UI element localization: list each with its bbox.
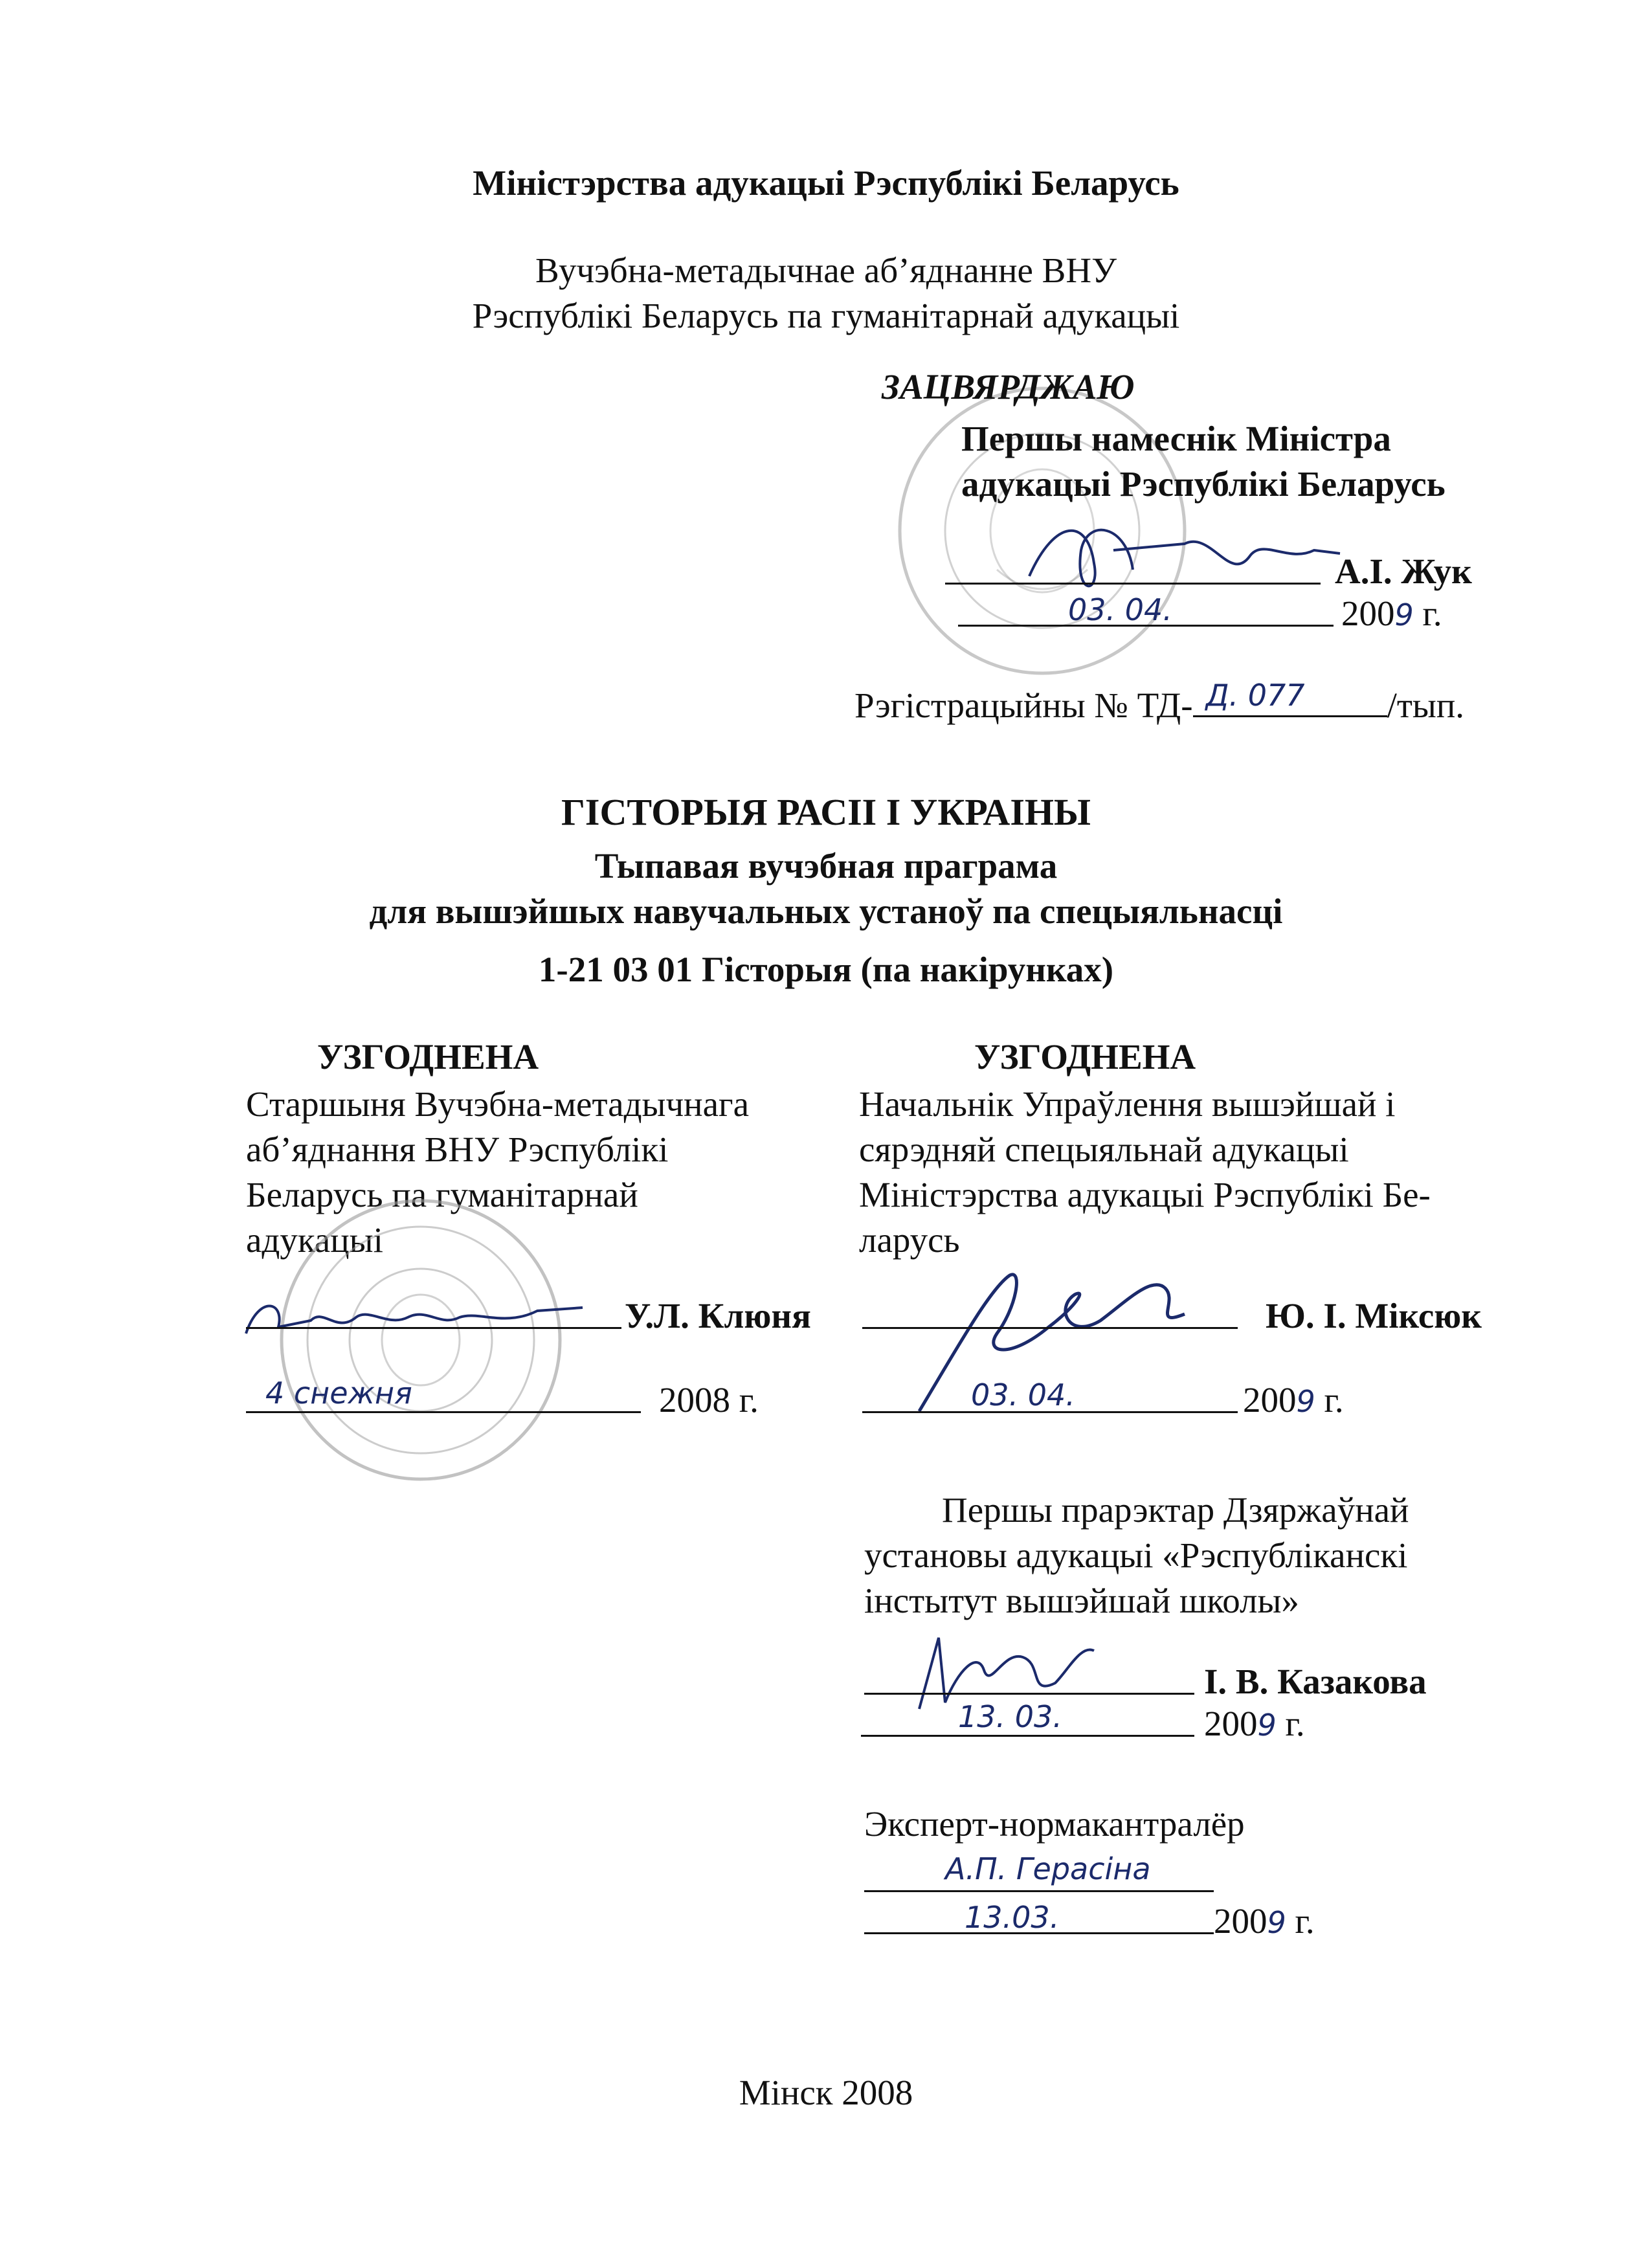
agreed-left-date-handwritten: 4 снежня (265, 1376, 412, 1411)
expert-date-handwritten: 13.03. (965, 1900, 1060, 1935)
registration-number: Рэгістрацыйны № ТД- Д. 077 /тып. (854, 678, 1465, 725)
agreed-right-signature-line (862, 1295, 1238, 1339)
agreed-left-name: У.Л. Клюня (625, 1296, 811, 1335)
registration-handwritten: Д. 077 (1205, 678, 1305, 713)
agreed-right-line-3: Міністэрства адукацыі Рэспублікі Бе- (859, 1175, 1431, 1214)
agreed-left-year: 2008 г. (659, 1380, 759, 1420)
place-and-year: Мінск 2008 (739, 2073, 913, 2112)
approve-name: А.І. Жук (1335, 552, 1472, 591)
expert-year: 2009 г. (1214, 1901, 1315, 1941)
approve-year: 2009 г. (1341, 594, 1442, 633)
association-line-2: Рэспублікі Беларусь па гуманітарнай адукацыі (472, 296, 1180, 335)
rector-line-3: інстытут вышэйшай школы» (864, 1581, 1299, 1620)
agreed-left-heading: УЗГОДНЕНА (317, 1037, 539, 1077)
expert-signature-handwritten: А.П. Герасіна (945, 1851, 1151, 1886)
expert-title: Эксперт-нормакантралёр (864, 1804, 1245, 1844)
agreed-right-line-4: ларусь (859, 1220, 960, 1260)
rector-year: 2009 г. (1204, 1704, 1305, 1743)
document-title: ГІСТОРЫЯ РАСІІ І УКРАІНЫ (561, 791, 1091, 833)
agreed-right-year: 2009 г. (1243, 1380, 1344, 1420)
agreed-left-signature-line (246, 1295, 621, 1339)
rector-line-2: установы адукацыі «Рэспубліканскі (864, 1535, 1408, 1575)
agreed-left-line-1: Старшыня Вучэбна-метадычнага (246, 1084, 749, 1124)
document-subtitle-1: Тыпавая вучэбная праграма (594, 846, 1058, 886)
approve-position-line-2: адукацыі Рэспублікі Беларусь (961, 464, 1446, 504)
rector-date-handwritten: 13. 03. (958, 1699, 1062, 1734)
agreed-left-line-4: адукацыі (246, 1220, 383, 1260)
approve-heading: ЗАЦВЯРДЖАЮ (882, 367, 1135, 407)
agreed-left-line-2: аб’яднання ВНУ Рэспублікі (246, 1130, 669, 1169)
document-subtitle-2: для вышэйшых навучальных устаноў па спецыяльнасці (369, 891, 1283, 931)
agreed-right-line-2: сярэдняй спецыяльнай адукацыі (859, 1130, 1349, 1169)
agreed-left-line-3: Беларусь па гуманітарнай (246, 1175, 638, 1214)
approve-signature-line (945, 550, 1321, 594)
agreed-right-name: Ю. І. Міксюк (1266, 1296, 1482, 1335)
agreed-right-date-handwritten: 03. 04. (971, 1378, 1075, 1412)
ministry-title: Міністэрства адукацыі Рэспублікі Беларусь (473, 163, 1179, 203)
rector-line-1: Першы прарэктар Дзяржаўнай (942, 1490, 1409, 1530)
agreed-right-line-1: Начальнік Упраўлення вышэйшай і (859, 1084, 1396, 1124)
approve-position-line-1: Першы намеснік Міністра (961, 419, 1391, 458)
agreed-right-heading: УЗГОДНЕНА (974, 1037, 1196, 1077)
rector-signature-line (864, 1660, 1194, 1704)
approve-date-handwritten: 03. 04. (1068, 592, 1172, 627)
rector-name: І. В. Казакова (1204, 1662, 1427, 1701)
specialty-code: 1-21 03 01 Гісторыя (па накірунках) (538, 950, 1114, 989)
association-line-1: Вучэбна-метадычнае аб’яднанне ВНУ (535, 251, 1117, 290)
